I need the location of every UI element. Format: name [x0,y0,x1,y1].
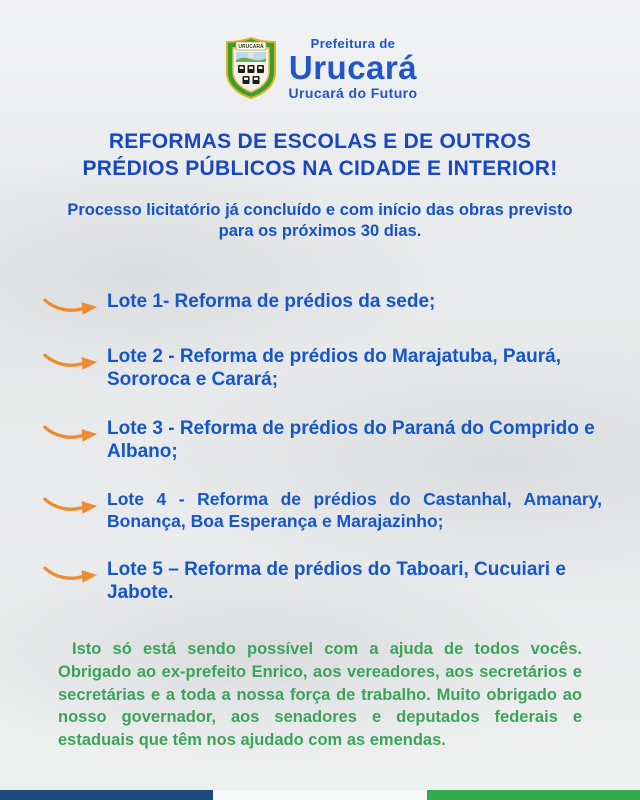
footer-bar-navy-segment [0,790,213,800]
brand-city-name: Urucará [288,49,418,86]
lots-list [0,290,640,605]
curved-arrow-icon [42,492,100,518]
page-title [0,129,640,183]
logo-banner-text: URUCARÁ [237,44,264,51]
curved-arrow-icon [42,420,100,446]
lot-text: Lote 4 - Reforma de prédios do Castanhal, Amanary, Bonança, Boa Esperança e Marajazinho; [107,489,602,531]
curved-arrow-icon [42,348,100,374]
subtitle: Processo licitatório já concluído e com início das obras previsto para os próximos 30 dias. [67,201,573,241]
list-item-lot-4 [0,489,640,532]
header [0,0,640,101]
curved-arrow-icon [42,561,100,587]
list-item-lot-1 [0,290,640,319]
urucara-coat-of-arms-icon [223,36,279,100]
page-title-line2: PRÉDIOS PÚBLICOS NA CIDADE E INTERIOR! [82,156,558,180]
list-item-lot-2 [0,345,640,391]
lot-text: Lote 1- Reforma de prédios da sede; [107,290,436,312]
brand-wordmark [289,36,418,101]
brand-tagline: Urucará do Futuro [288,84,418,101]
footer-color-bar [0,790,640,800]
lot-text: Lote 2 - Reforma de prédios do Marajatuba, Paurá, Sororoca e Carará; [107,345,561,390]
footer-bar-green-segment [427,790,640,800]
list-item-lot-5 [0,558,640,604]
closing-paragraph: Isto só está sendo possível com a ajuda de todos vocês. Obrigado ao ex-prefeito Enrico, aos vereadores, aos secretários e secretárias e a toda a nossa força de trabalho. Muito obrigado ao nosso governador, aos senadores e deputados federais e estaduais que têm nos ajudado com as emendas. [58,640,582,749]
brand-prefeitura: Prefeitura de [310,36,396,51]
list-item-lot-3 [0,417,640,463]
page-title-line1: REFORMAS DE ESCOLAS E DE OUTROS [108,129,532,153]
lot-text: Lote 5 – Reforma de prédios do Taboari, Cucuiari e Jabote. [107,559,566,604]
curved-arrow-icon [42,293,100,319]
footer-bar-white-segment [213,790,426,800]
lot-text: Lote 3 - Reforma de prédios do Paraná do Comprido e Albano; [107,418,595,463]
